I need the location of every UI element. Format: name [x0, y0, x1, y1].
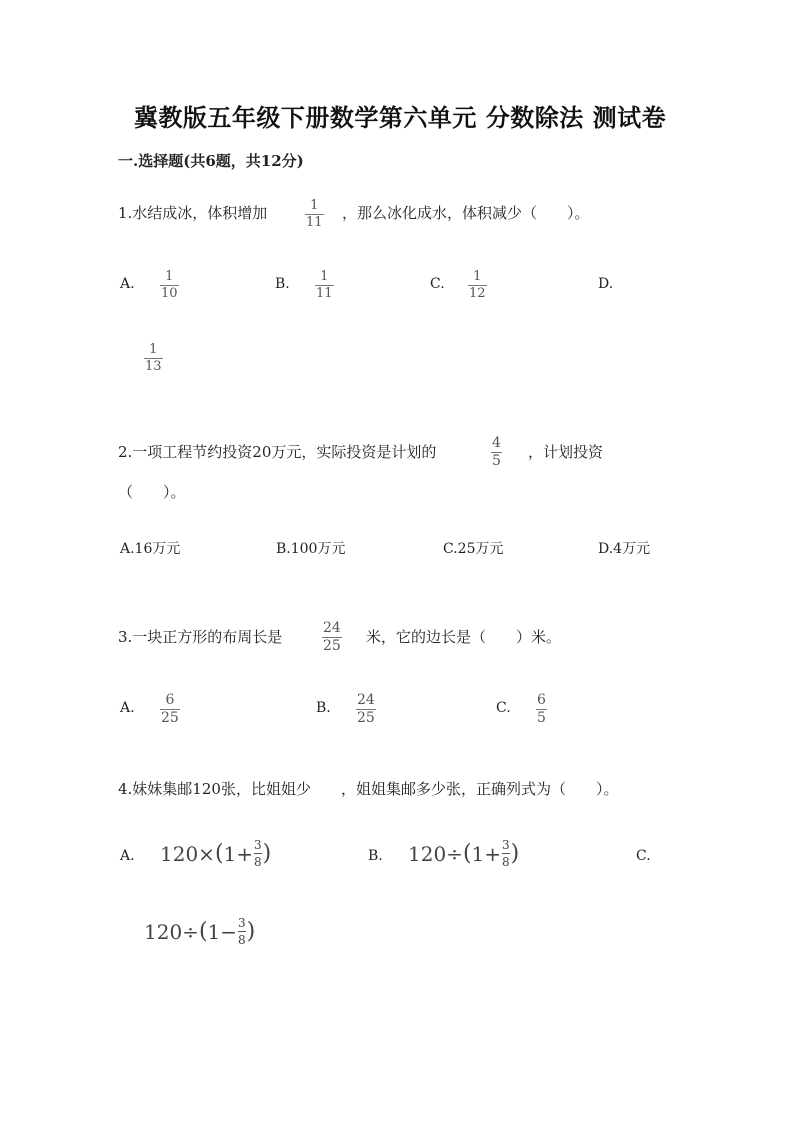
page-title: 冀教版五年级下册数学第六单元 分数除法 测试卷	[133, 103, 667, 132]
q1-option-a-label[interactable]: A.	[120, 276, 135, 292]
question-2-fraction: 4 5	[492, 435, 501, 469]
question-2-text: 2.一项工程节约投资20万元，实际投资是计划的	[118, 443, 437, 461]
q4-option-a-expression[interactable]: 120× ( 1+ 3 8 )	[160, 838, 272, 869]
q1-option-a-fraction[interactable]: 1 10	[161, 269, 178, 301]
q4-option-a-label[interactable]: A.	[120, 848, 135, 864]
question-1-text: 1.水结成冰，体积增加	[118, 204, 268, 222]
q3-option-a-fraction[interactable]: 6 25	[161, 692, 179, 726]
q3-option-c-label[interactable]: C.	[496, 700, 511, 716]
question-1-fraction: 1 11	[306, 198, 323, 230]
q1-option-b-fraction[interactable]: 1 11	[316, 269, 333, 301]
q2-option-d[interactable]: D.4万元	[598, 541, 651, 557]
q4-option-c-expression[interactable]: 120÷ ( 1− 3 8 )	[144, 916, 256, 947]
q1-option-d-fraction[interactable]: 1 13	[145, 342, 162, 374]
question-3-text-after: 米，它的边长是（ ）米。	[366, 628, 562, 646]
q1-option-c-label[interactable]: C.	[430, 276, 445, 292]
question-4-text: 4.妹妹集邮120张，比姐姐少 ，姐姐集邮多少张，正确列式为（ ）。	[118, 780, 619, 798]
q2-option-a[interactable]: A.16万元	[120, 541, 181, 557]
q3-option-b-fraction[interactable]: 24 25	[357, 692, 375, 726]
q3-option-c-fraction[interactable]: 6 5	[537, 692, 546, 726]
question-3-text: 3.一块正方形的布周长是	[118, 628, 283, 646]
question-3-fraction: 24 25	[323, 620, 341, 654]
q1-option-b-label[interactable]: B.	[275, 276, 290, 292]
q4-option-c-label[interactable]: C.	[636, 848, 651, 864]
q2-option-b[interactable]: B.100万元	[276, 541, 346, 557]
question-2-blank: （ ）。	[118, 483, 186, 501]
q4-option-b-label[interactable]: B.	[368, 848, 383, 864]
q3-option-b-label[interactable]: B.	[316, 700, 331, 716]
q1-option-c-fraction[interactable]: 1 12	[469, 269, 486, 301]
section-heading: 一.选择题(共6题，共12分)	[118, 152, 304, 170]
q3-option-a-label[interactable]: A.	[120, 700, 135, 716]
q1-option-d-label[interactable]: D.	[598, 276, 614, 292]
q4-option-b-expression[interactable]: 120÷ ( 1+ 3 8 )	[408, 838, 520, 869]
question-1-text-after: ，那么冰化成水，体积减少（ ）。	[342, 204, 590, 222]
question-2-text-after: ，计划投资	[528, 443, 604, 461]
q2-option-c[interactable]: C.25万元	[443, 541, 504, 557]
